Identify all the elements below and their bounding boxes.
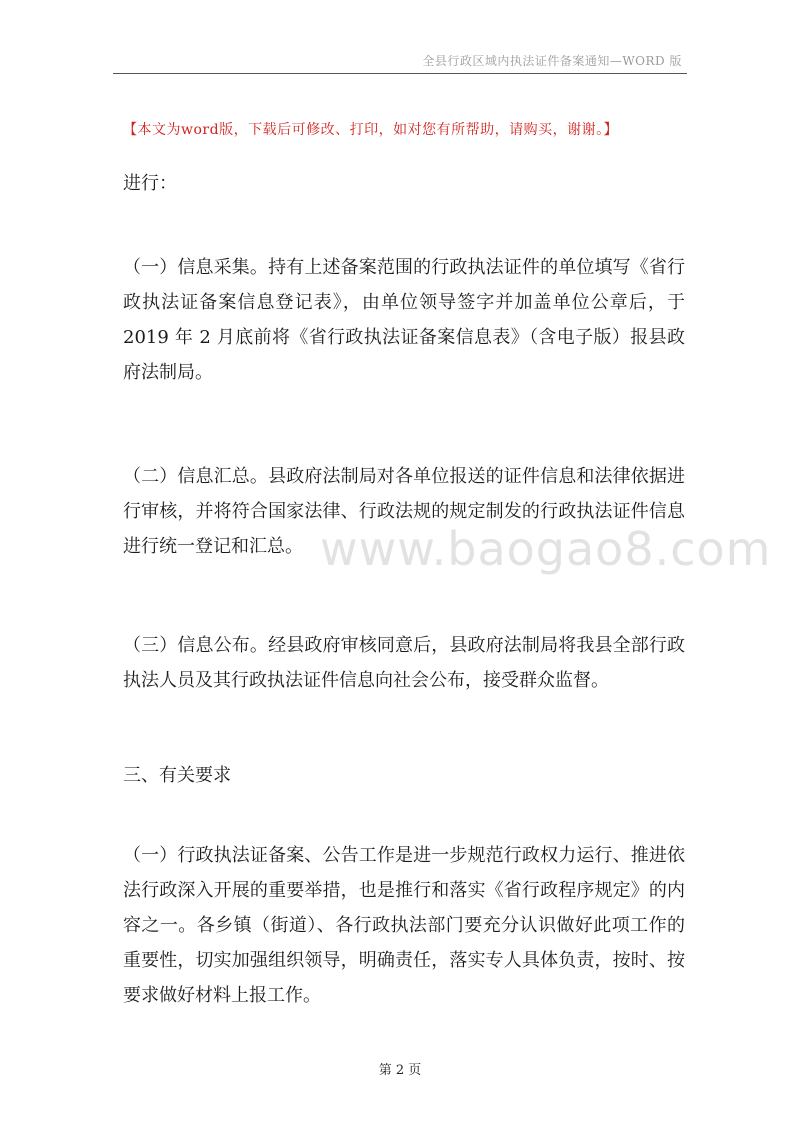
page-number: 第 2 页: [378, 1063, 422, 1078]
paragraph-info-summary: （二）信息汇总。县政府法制局对各单位报送的证件信息和法律依据进行审核，并将符合国家法律、行政法规的规定制发的行政执法证件信息进行统一登记和汇总。: [123, 466, 685, 557]
paragraph-info-publication: （三）信息公布。经县政府审核同意后，县政府法制局将我县全部行政执法人员及其行政执法证件信息向社会公布，接受群众监督。: [123, 635, 685, 691]
header-divider: [113, 73, 687, 74]
running-header-title: 全县行政区域内执法证件备案通知—WORD 版: [422, 54, 682, 68]
paragraph-info-collection: （一）信息采集。持有上述备案范围的行政执法证件的单位填写《省行政执法证备案信息登记表》，由单位领导签字并加盖单位公章后，于 2019 年 2 月底前将《省行政执法证备案信息表》（含电子版）报县政府法制局。: [123, 257, 685, 383]
section-heading-requirements: 三、有关要求: [123, 765, 231, 786]
purchase-notice: 【本文为word版，下载后可修改、打印，如对您有所帮助，请购买，谢谢。】: [123, 122, 619, 138]
paragraph-requirement-one: （一）行政执法证备案、公告工作是进一步规范行政权力运行、推进依法行政深入开展的重要举措，也是推行和落实《省行政程序规定》的内容之一。各乡镇（街道）、各行政执法部门要充分认识做好此项工作的重要性，切实加强组织领导，明确责任，落实专人具体负责，按时、按要求做好材料上报工作。: [123, 845, 685, 1006]
paragraph-intro: 进行：: [123, 173, 177, 194]
site-watermark: www.baogao8.com: [320, 522, 772, 576]
